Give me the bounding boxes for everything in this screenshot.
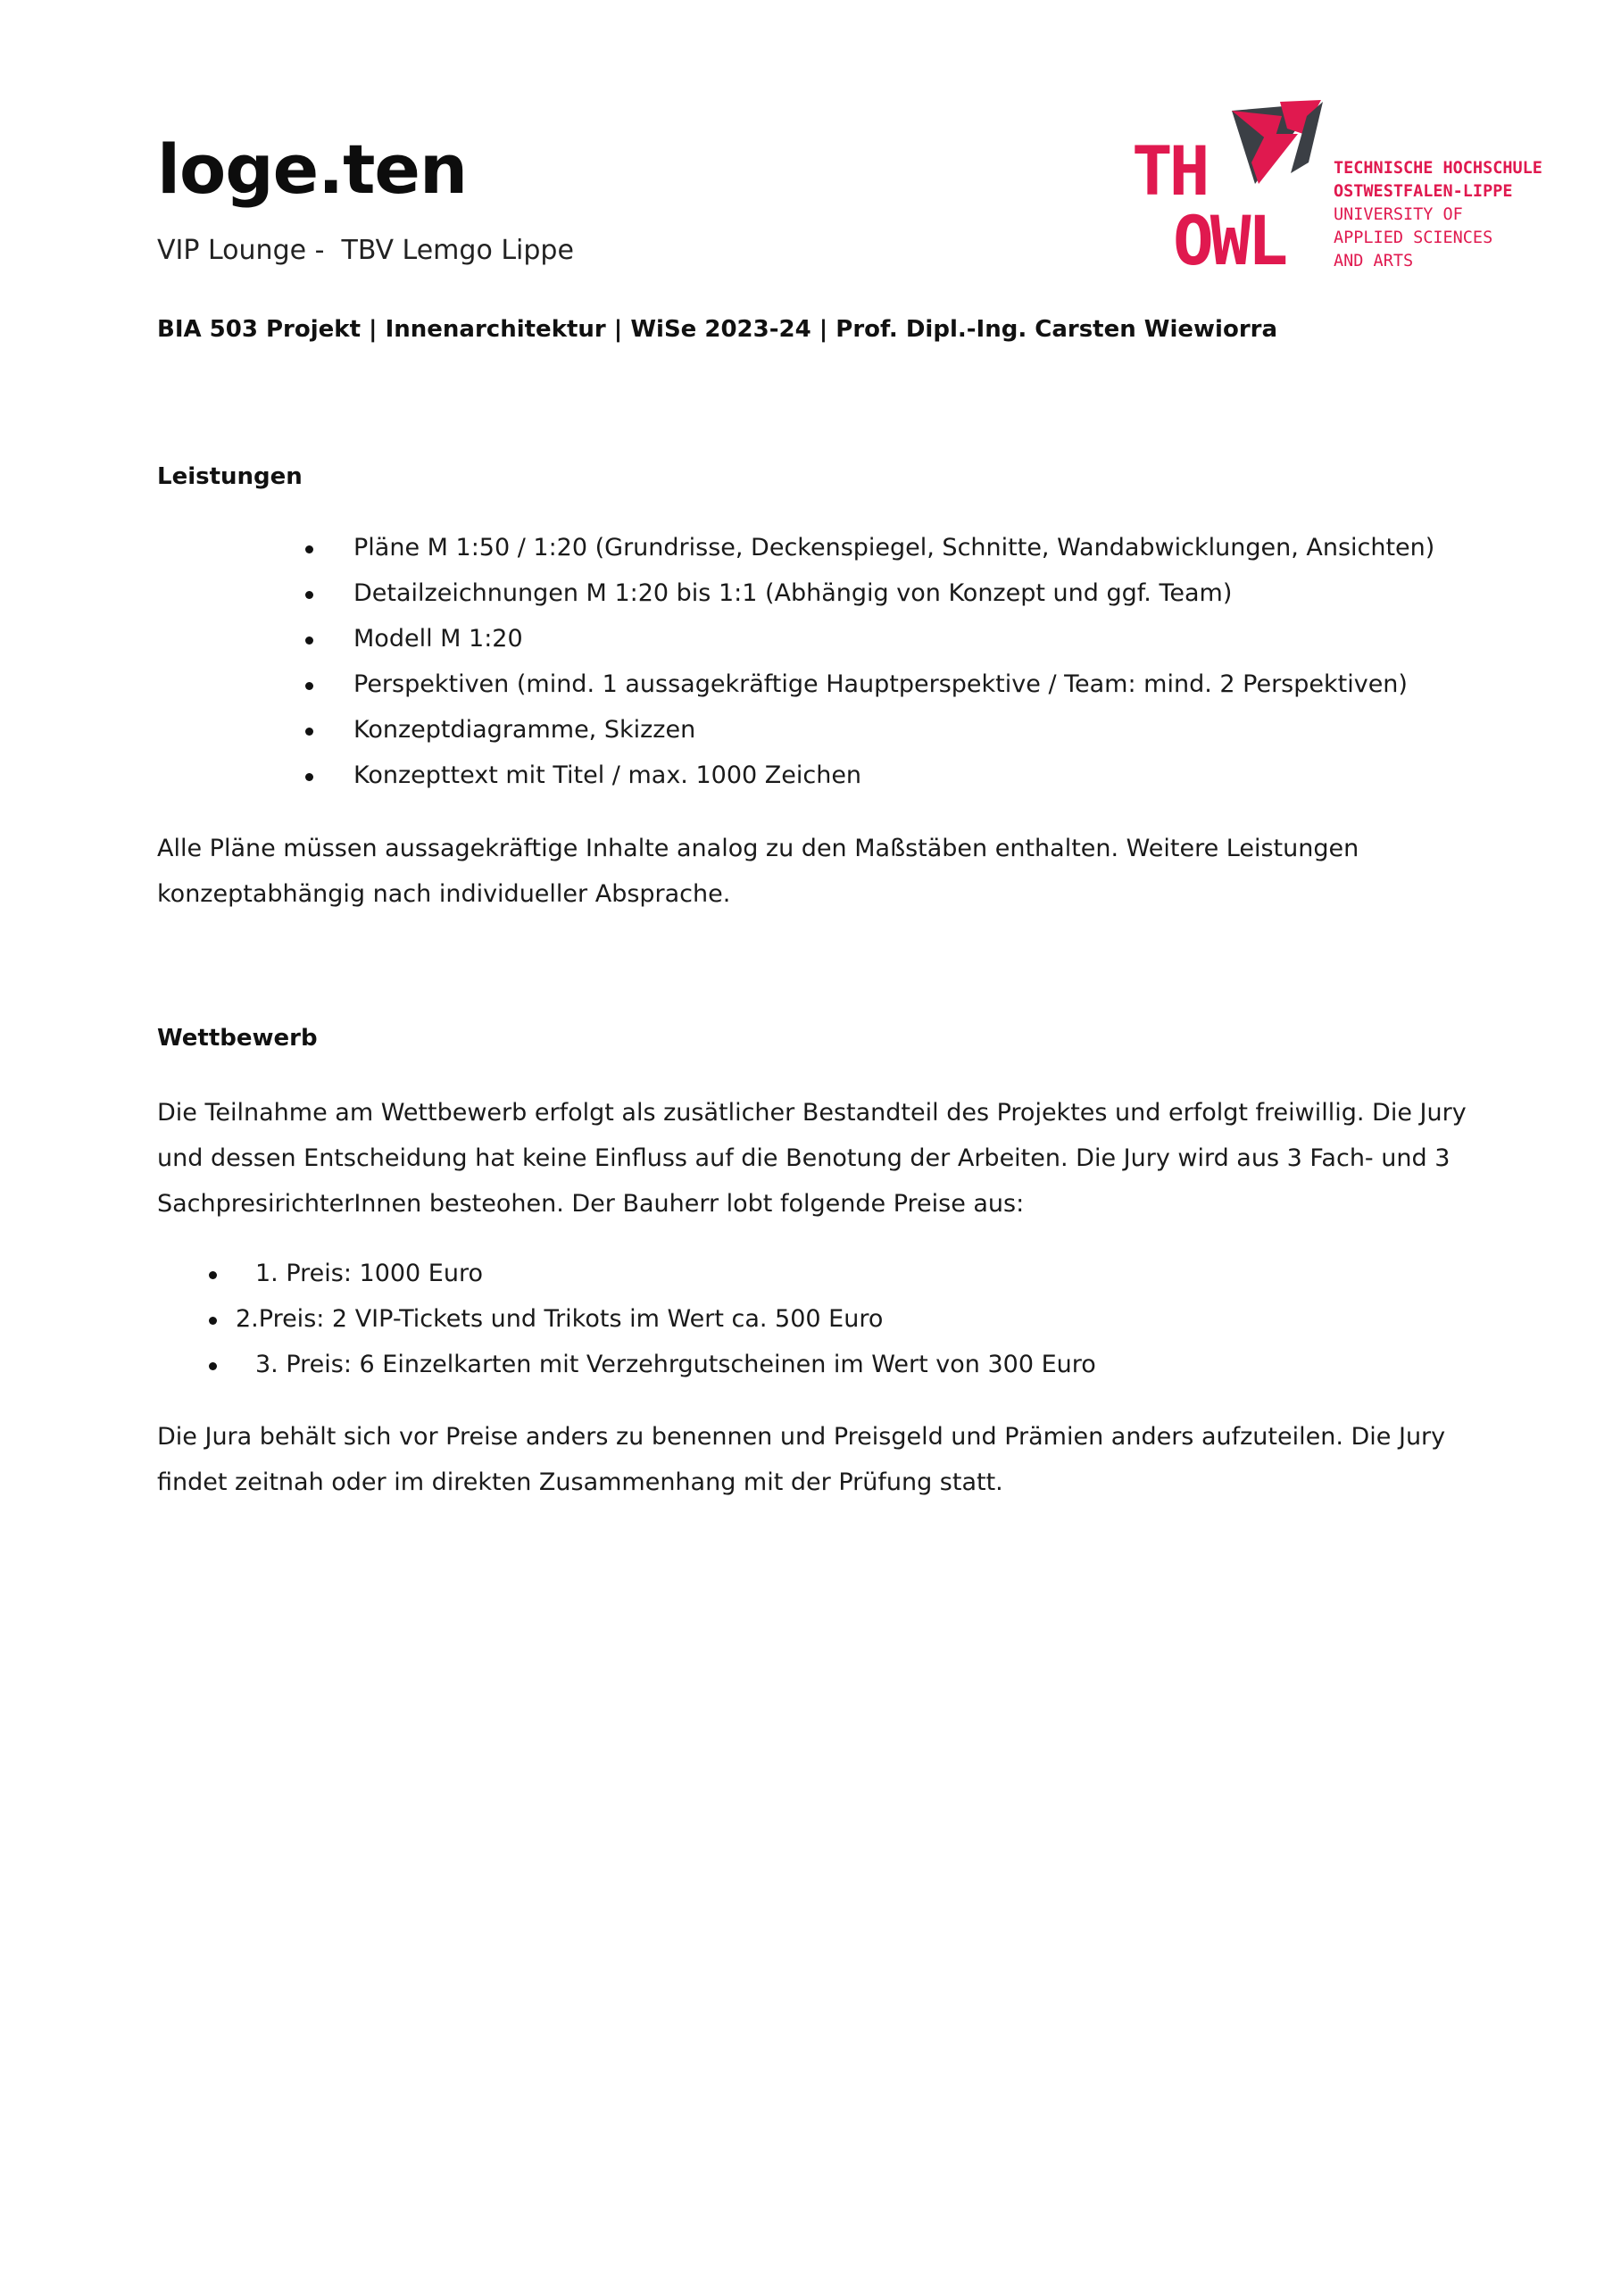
- list-item: Konzepttext mit Titel / max. 1000 Zeichen: [353, 761, 1434, 806]
- logo-letters-bottom: OWL: [1173, 201, 1285, 277]
- leistungen-list: [353, 533, 1434, 806]
- list-item: 1. Preis: 1000 Euro: [255, 1259, 1096, 1304]
- section-heading-leistungen: Leistungen: [157, 463, 303, 490]
- leistungen-paragraph: [157, 826, 1442, 917]
- logo-text: [1334, 157, 1542, 273]
- paragraph-line: und dessen Entscheidung hat keine Einfluss auf die Benotung der Arbeiten. Die Jury wird aus 3 Fach- und 3: [157, 1144, 1451, 1172]
- list-item: Modell M 1:20: [353, 624, 1434, 670]
- wettbewerb-closing: [157, 1414, 1446, 1505]
- paragraph-line: Alle Pläne müssen aussagekräftige Inhalte analog zu den Maßstäben enthalten. Weitere Leistungen: [157, 835, 1359, 862]
- bullet-icon: [305, 728, 313, 736]
- logo-line: TECHNISCHE HOCHSCHULE: [1334, 159, 1542, 178]
- paragraph-line: Die Jura behält sich vor Preise anders zu benennen und Preisgeld und Prämien anders aufzuteilen. Die Jury: [157, 1423, 1446, 1451]
- bullet-icon: [209, 1362, 217, 1370]
- list-item: 2.Preis: 2 VIP-Tickets und Trikots im Wert ca. 500 Euro: [255, 1304, 1096, 1350]
- list-item: 3. Preis: 6 Einzelkarten mit Verzehrgutscheinen im Wert von 300 Euro: [255, 1350, 1096, 1395]
- list-item: Detailzeichnungen M 1:20 bis 1:1 (Abhängig von Konzept und ggf. Team): [353, 578, 1434, 624]
- course-info: BIA 503 Projekt | Innenarchitektur | WiSe 2023-24 | Prof. Dipl.-Ing. Carsten Wiewiorra: [157, 316, 1278, 343]
- logo-triangle-mark: [1232, 100, 1323, 184]
- bullet-icon: [305, 773, 313, 781]
- logo-line: OSTWESTFALEN-LIPPE: [1334, 182, 1513, 201]
- prize-list: [236, 1259, 1096, 1395]
- bullet-icon: [305, 682, 313, 690]
- logo-letters-top: TH: [1132, 131, 1207, 211]
- document-title: loge.ten: [157, 129, 468, 209]
- bullet-icon: [305, 636, 313, 645]
- document-subtitle: VIP Lounge - TBV Lemgo Lippe: [157, 235, 574, 266]
- bullet-icon: [209, 1317, 217, 1325]
- list-item: Pläne M 1:50 / 1:20 (Grundrisse, Deckenspiegel, Schnitte, Wandabwicklungen, Ansichten): [353, 533, 1434, 578]
- bullet-icon: [305, 591, 313, 599]
- bullet-icon: [305, 545, 313, 553]
- list-item: Konzeptdiagramme, Skizzen: [353, 715, 1434, 761]
- section-heading-wettbewerb: Wettbewerb: [157, 1025, 318, 1052]
- paragraph-line: Die Teilnahme am Wettbewerb erfolgt als zusätlicher Bestandteil des Projektes und erfolgt freiwillig. Die Jury: [157, 1099, 1467, 1127]
- paragraph-line: SachpresirichterInnen besteohen. Der Bauherr lobt folgende Preise aus:: [157, 1190, 1025, 1218]
- list-item: Perspektiven (mind. 1 aussagekräftige Hauptperspektive / Team: mind. 2 Perspektiven): [353, 670, 1434, 715]
- logo-line: APPLIED SCIENCES: [1334, 229, 1493, 247]
- paragraph-line: konzeptabhängig nach individueller Absprache.: [157, 880, 731, 908]
- bullet-icon: [209, 1271, 217, 1279]
- wettbewerb-intro: [157, 1090, 1467, 1227]
- logo-line: AND ARTS: [1334, 252, 1414, 270]
- paragraph-line: findet zeitnah oder im direkten Zusammenhang mit der Prüfung statt.: [157, 1468, 1003, 1496]
- logo-line: UNIVERSITY OF: [1334, 205, 1463, 224]
